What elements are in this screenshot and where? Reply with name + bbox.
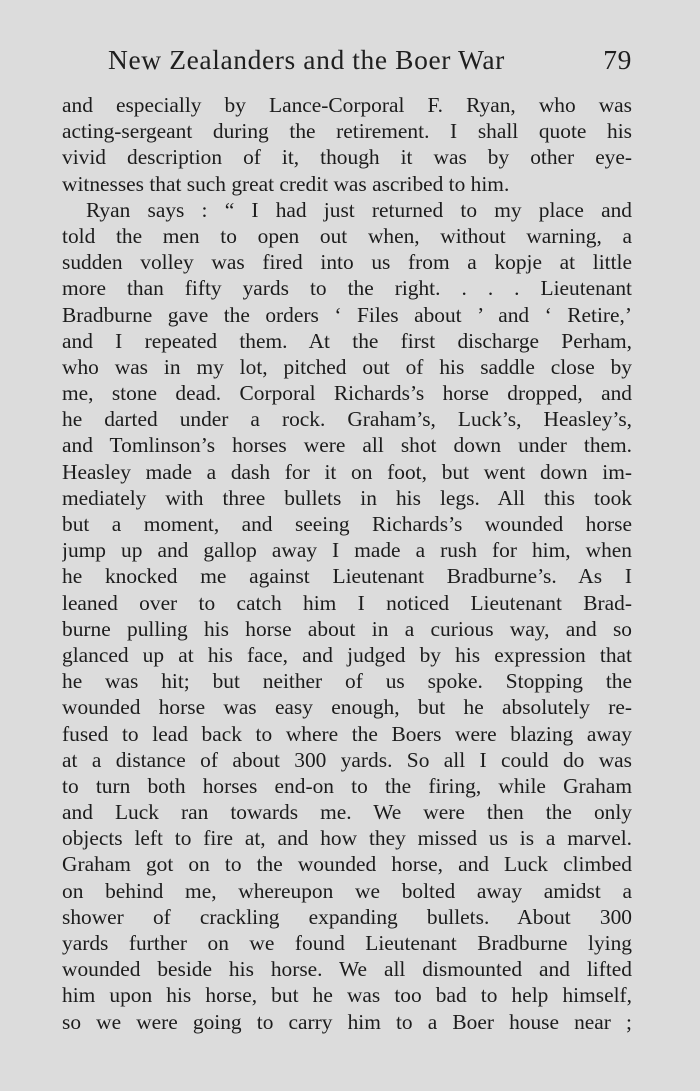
text-line: and I repeated them. At the first discharge Perham, xyxy=(62,328,632,353)
running-title: New Zealanders and the Boer War xyxy=(108,44,505,75)
text-line: vivid description of it, though it was by other eye- xyxy=(62,145,632,170)
text-line: and Tomlinson’s horses were all shot down under them. xyxy=(62,433,632,458)
text-line: he was hit; but neither of us spoke. Stopping the xyxy=(62,669,632,694)
text-line: Heasley made a dash for it on foot, but went down im- xyxy=(62,459,632,484)
text-line: and especially by Lance-Corporal F. Ryan, who was xyxy=(62,93,632,117)
text-line: who was in my lot, pitched out of his saddle close by xyxy=(62,354,632,379)
text-line: shower of crackling expanding bullets. About 300 xyxy=(62,904,632,929)
text-line: told the men to open out when, without warning, a xyxy=(62,223,632,248)
running-head xyxy=(108,44,632,80)
text-line: glanced up at his face, and judged by his expression that xyxy=(62,642,632,667)
text-line: me, stone dead. Corporal Richards’s horse dropped, and xyxy=(62,381,632,406)
text-line: more than fifty yards to the right. . . . Lieutenant xyxy=(62,276,632,301)
text-line: jump up and gallop away I made a rush for him, when xyxy=(62,538,632,563)
text-line: to turn both horses end-on to the firing, while Graham xyxy=(62,773,632,798)
text-line: he knocked me against Lieutenant Bradburne’s. As I xyxy=(62,564,632,589)
text-line: and Luck ran towards me. We were then the only xyxy=(62,800,632,825)
text-line: fused to lead back to where the Boers were blazing away xyxy=(62,721,632,746)
body-text xyxy=(62,92,632,1035)
text-line: Graham got on to the wounded horse, and Luck climbed xyxy=(62,852,632,877)
text-line: he darted under a rock. Graham’s, Luck’s, Heasley’s, xyxy=(62,407,632,432)
text-line: objects left to fire at, and how they missed us is a marvel. xyxy=(62,826,632,851)
text-line: wounded horse was easy enough, but he absolutely re- xyxy=(62,695,632,720)
text-line: but a moment, and seeing Richards’s wounded horse xyxy=(62,512,632,536)
text-line: at a distance of about 300 yards. So all I could do was xyxy=(62,747,632,772)
text-line: him upon his horse, but he was too bad to help himself, xyxy=(62,983,632,1008)
text-line: witnesses that such great credit was ascribed to him. xyxy=(62,171,510,196)
text-line: on behind me, whereupon we bolted away amidst a xyxy=(62,878,632,903)
text-line: so we were going to carry him to a Boer house near ; xyxy=(62,1009,632,1034)
text-line: acting-sergeant during the retirement. I shall quote his xyxy=(62,119,632,144)
text-line: leaned over to catch him I noticed Lieutenant Brad- xyxy=(62,590,632,615)
page-number: 79 xyxy=(603,44,632,75)
text-line: wounded beside his horse. We all dismounted and lifted xyxy=(62,957,632,982)
text-line: Ryan says : “ I had just returned to my place and xyxy=(86,197,632,222)
text-line: mediately with three bullets in his legs. All this took xyxy=(62,485,632,510)
text-line: yards further on we found Lieutenant Bradburne lying xyxy=(62,931,632,955)
text-line: sudden volley was fired into us from a kopje at little xyxy=(62,250,632,275)
text-line: burne pulling his horse about in a curious way, and so xyxy=(62,616,632,641)
text-line: Bradburne gave the orders ‘ Files about ’ and ‘ Retire,’ xyxy=(62,302,632,327)
